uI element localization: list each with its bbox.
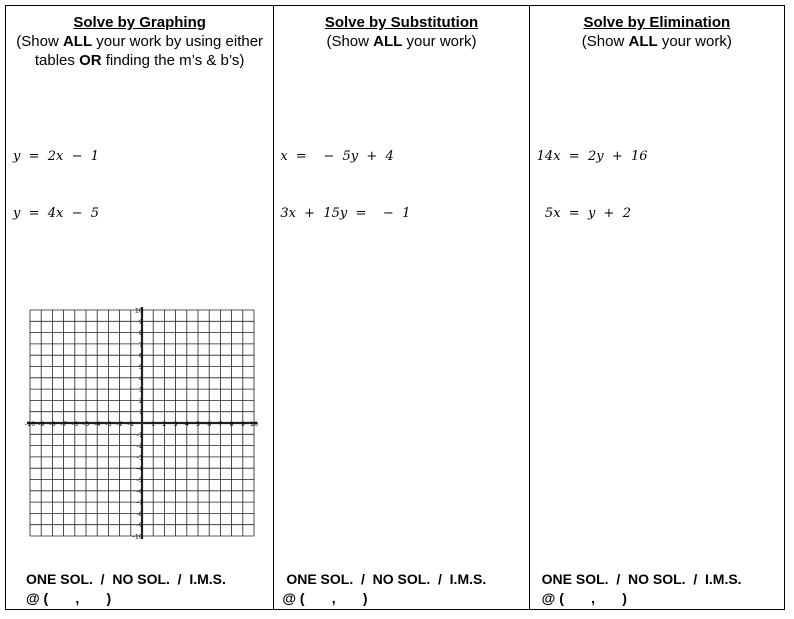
solution-point: @ ( , ) <box>541 590 627 606</box>
y-tick-label: 2 <box>138 396 143 405</box>
column-header <box>6 6 273 70</box>
equation-system <box>280 109 410 261</box>
equation-1: x = − 5y + 4 <box>280 149 394 164</box>
equation-2: 5x = y + 2 <box>536 206 631 221</box>
instruction-text: (Show <box>581 33 629 50</box>
x-tick-label: -1 <box>127 420 135 428</box>
y-tick-label: -7 <box>136 498 143 507</box>
y-tick-label: -2 <box>136 442 143 451</box>
coordinate-grid-svg[interactable] <box>20 304 260 542</box>
y-tick-label: -6 <box>136 487 143 496</box>
x-tick-label: -8 <box>49 420 56 428</box>
solution-options: ONE SOL. / NO SOL. / I.M.S. <box>541 571 742 587</box>
y-tick-label: -8 <box>136 509 143 518</box>
x-tick-label: 8 <box>229 420 234 428</box>
equation-1: 14x = 2y + 16 <box>536 149 648 164</box>
y-tick-label: 1 <box>138 408 143 417</box>
column-header <box>530 6 784 51</box>
instruction-text: finding the m’s & b’s) <box>101 52 245 69</box>
column-title: Solve by Substitution <box>324 14 479 31</box>
x-tick-label: -9 <box>37 420 45 428</box>
y-tick-label: -1 <box>136 430 143 439</box>
y-tick-label: 9 <box>138 317 143 326</box>
equation-system <box>537 109 648 261</box>
y-tick-label: 6 <box>138 351 143 360</box>
x-tick-label: -4 <box>93 420 101 428</box>
x-tick-label: -7 <box>60 420 67 428</box>
x-tick-label: 4 <box>184 420 189 428</box>
column-elimination <box>529 6 784 609</box>
x-tick-label: 1 <box>151 420 156 428</box>
x-tick-label: 7 <box>218 420 223 428</box>
coordinate-grid[interactable] <box>20 304 260 547</box>
equation-2: 3x + 15y = − 1 <box>280 206 411 221</box>
column-graphing <box>6 6 273 609</box>
y-tick-label: 10 <box>134 306 143 315</box>
y-tick-label: -5 <box>136 476 143 484</box>
solution-point: @ ( , ) <box>282 590 368 606</box>
instruction-emphasis: ALL <box>62 33 93 50</box>
x-tick-label: 2 <box>162 420 167 428</box>
y-tick-label: 8 <box>138 329 143 338</box>
instruction-emphasis: ALL <box>373 33 403 50</box>
solution-options: ONE SOL. / NO SOL. / I.M.S. <box>26 571 226 587</box>
solution-footer <box>282 570 486 608</box>
column-substitution <box>273 6 528 609</box>
y-tick-label: -4 <box>136 464 143 473</box>
y-tick-label: 3 <box>138 385 143 394</box>
instruction-emphasis: ALL <box>628 33 658 50</box>
y-tick-label: 5 <box>138 363 143 371</box>
x-tick-label: -3 <box>105 420 112 428</box>
instruction-text: (Show <box>16 33 63 50</box>
solution-footer <box>542 570 742 608</box>
equation-2: y = 4x − 5 <box>13 206 100 221</box>
x-tick-label: 9 <box>240 420 245 428</box>
worksheet-table <box>5 5 785 610</box>
solution-point: @ ( , ) <box>26 590 112 606</box>
y-tick-label: -3 <box>136 453 143 462</box>
equation-system <box>13 109 99 261</box>
x-tick-label: 6 <box>207 420 212 428</box>
instruction-text: your work) <box>402 33 477 50</box>
column-title: Solve by Elimination <box>583 14 731 31</box>
y-tick-label: -9 <box>136 521 143 530</box>
y-tick-label: 4 <box>138 374 143 383</box>
instruction-text: your work by using either tables <box>34 33 264 69</box>
x-tick-label: -2 <box>116 420 123 428</box>
x-tick-label: -6 <box>71 420 79 428</box>
x-tick-label: -5 <box>82 420 90 428</box>
solution-options: ONE SOL. / NO SOL. / I.M.S. <box>286 571 487 587</box>
column-title: Solve by Graphing <box>73 14 206 31</box>
y-tick-label: -10 <box>132 532 143 541</box>
y-tick-label: 7 <box>138 340 143 349</box>
x-tick-label: -10 <box>24 420 36 428</box>
x-tick-label: 3 <box>173 420 178 428</box>
instruction-text: (Show <box>326 33 374 50</box>
x-tick-label: 10 <box>249 420 259 428</box>
instruction-text: your work) <box>657 33 732 50</box>
equation-1: y = 2x − 1 <box>13 149 100 164</box>
solution-footer <box>26 570 226 608</box>
instruction-emphasis: OR <box>79 52 102 69</box>
x-tick-label: 5 <box>195 420 201 428</box>
column-header <box>274 6 528 51</box>
